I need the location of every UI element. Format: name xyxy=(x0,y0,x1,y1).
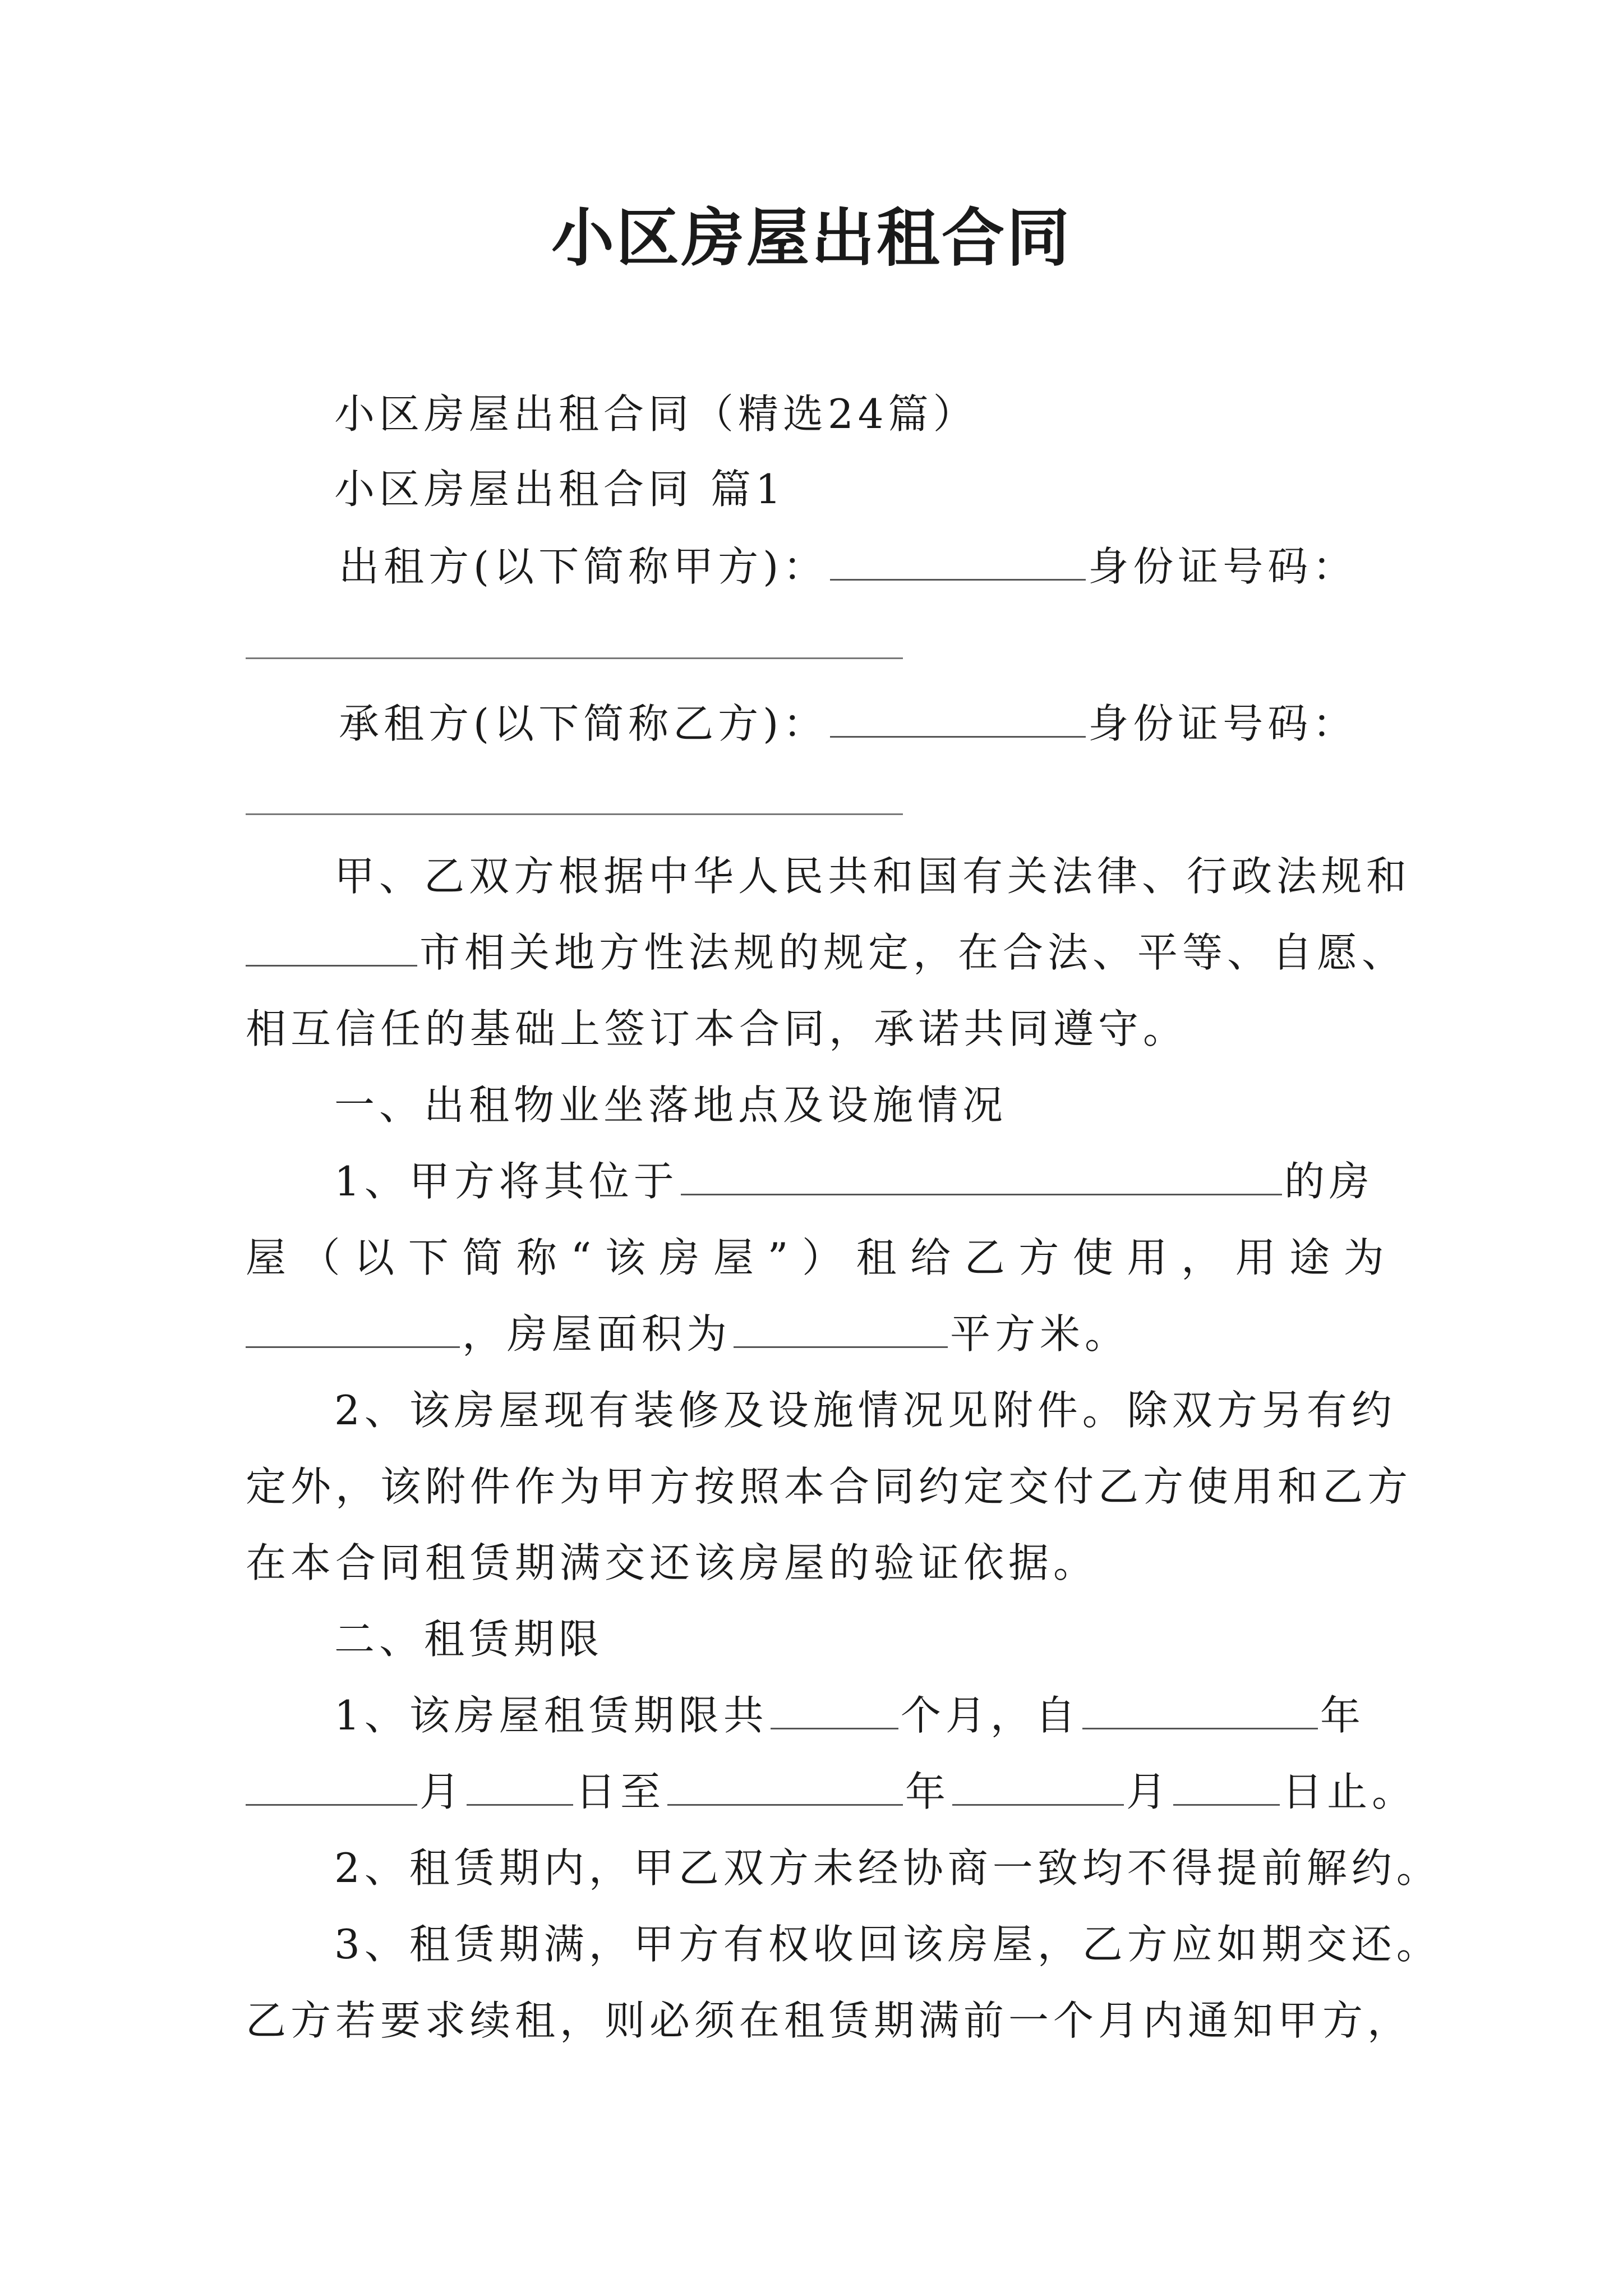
spread-char: 简 xyxy=(462,1234,503,1281)
article1-item2-line2: 定外，该附件作为甲方按照本合同约定交付乙方使用和乙方 xyxy=(246,1463,1413,1510)
subtitle: 小区房屋出租合同（精选24篇） xyxy=(334,390,978,438)
article2-item1-line1: 1、该房屋租赁期限共 个月，自 年 xyxy=(334,1692,1365,1739)
intro-line-3: 相互信任的基础上签订本合同，承诺共同遵守。 xyxy=(246,1005,1188,1052)
intro-line-2: 市相关地方性法规的规定，在合法、平等、自愿、 xyxy=(246,924,1407,981)
spread-char: 屋 xyxy=(713,1234,754,1281)
lessor-label: 出租方(以下简称甲方)： xyxy=(339,543,828,590)
spread-char: 用 xyxy=(1235,1234,1276,1281)
spread-char: 为 xyxy=(1343,1234,1384,1281)
area-blank xyxy=(734,1309,948,1348)
end-year-blank xyxy=(667,1767,903,1806)
lessee-id-blank xyxy=(246,813,903,815)
lessor-id-blank xyxy=(246,657,903,659)
lessor-name-blank xyxy=(830,542,1086,581)
article2-item3-line2: 乙方若要求续租，则必须在租赁期满前一个月内通知甲方， xyxy=(246,1997,1413,2044)
article1-heading: 一、出租物业坐落地点及设施情况 xyxy=(334,1082,1008,1129)
end-month-blank xyxy=(952,1767,1124,1806)
spread-char: ） xyxy=(801,1234,842,1281)
spread-char: ” xyxy=(767,1234,789,1281)
start-month-blank xyxy=(246,1767,417,1806)
spread-char: （ xyxy=(299,1234,340,1281)
lessee-line xyxy=(339,696,1357,752)
spread-char: 以 xyxy=(354,1234,395,1281)
spread-char: 该 xyxy=(605,1234,645,1281)
city-blank xyxy=(246,928,417,967)
spread-char: ， xyxy=(1181,1234,1222,1281)
article2-heading: 二、租赁期限 xyxy=(334,1616,604,1663)
lessee-id-label: 身份证号码： xyxy=(1088,700,1358,747)
end-day-blank xyxy=(1173,1767,1280,1806)
section-heading: 小区房屋出租合同 篇1 xyxy=(334,466,786,513)
article2-item3-line1: 3、租赁期满，甲方有权收回该房屋，乙方应如期交还。 xyxy=(334,1921,1441,1968)
article2-item2: 2、租赁期内，甲乙双方未经协商一致均不得提前解约。 xyxy=(334,1844,1441,1892)
start-day-blank xyxy=(467,1767,573,1806)
intro-line-1: 甲、乙双方根据中华人民共和国有关法律、行政法规和 xyxy=(334,853,1412,900)
spread-char: 方 xyxy=(1018,1234,1059,1281)
spread-char: 房 xyxy=(659,1234,700,1281)
spread-char: “ xyxy=(570,1234,592,1281)
lessee-label: 承租方(以下简称乙方)： xyxy=(339,700,828,747)
article1-item2-line3: 在本合同租赁期满交还该房屋的验证依据。 xyxy=(246,1539,1099,1586)
article1-item1-line3: ，房屋面积为 平方米。 xyxy=(246,1306,1129,1362)
article1-item1-line1: 1、甲方将其位于 的房 xyxy=(334,1158,1374,1205)
spread-char: 途 xyxy=(1289,1234,1330,1281)
usage-blank xyxy=(246,1309,460,1348)
lessor-id-label: 身份证号码： xyxy=(1088,543,1358,590)
start-year-blank xyxy=(1082,1691,1318,1729)
lessor-line xyxy=(339,539,1357,595)
spread-char: 租 xyxy=(856,1234,897,1281)
spread-char: 用 xyxy=(1127,1234,1168,1281)
article1-item1-line2 xyxy=(246,1230,1384,1286)
article1-item2-line1: 2、该房屋现有装修及设施情况见附件。除双方另有约 xyxy=(334,1387,1396,1434)
spread-char: 屋 xyxy=(246,1234,287,1281)
article2-item1-line2: 月 日至 年 月 日止。 xyxy=(246,1764,1417,1820)
spread-char: 称 xyxy=(516,1234,557,1281)
spread-char: 乙 xyxy=(964,1234,1005,1281)
location-blank xyxy=(681,1157,1282,1195)
lessee-name-blank xyxy=(830,699,1086,738)
spread-char: 给 xyxy=(910,1234,951,1281)
document-title: 小区房屋出租合同 xyxy=(551,201,1072,275)
months-blank xyxy=(771,1691,898,1729)
spread-char: 下 xyxy=(408,1234,449,1281)
spread-char: 使 xyxy=(1072,1234,1113,1281)
